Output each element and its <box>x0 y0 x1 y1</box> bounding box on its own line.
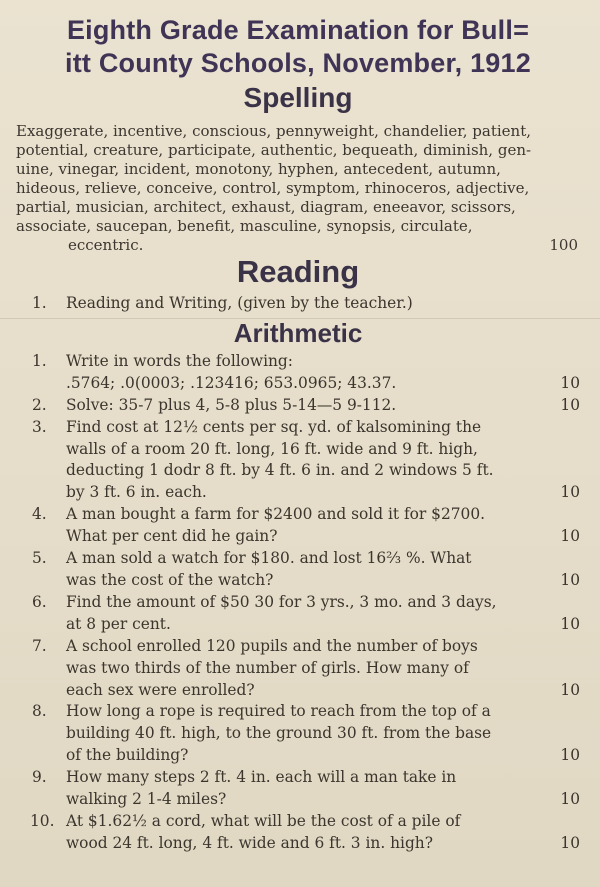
question-item <box>14 395 582 417</box>
question-text: Reading and Writing, (given by the teacher.) <box>66 294 413 312</box>
question-marks: 10 <box>560 570 580 589</box>
question-text: Solve: 35-7 plus 4, 5-8 plus 5-14—5 9-112. <box>66 395 397 414</box>
question-number: 7. <box>32 636 47 655</box>
question-text: A man bought a farm for $2400 and sold it for $2700. What per cent did he gain? <box>66 505 486 546</box>
question-marks: 10 <box>560 833 580 852</box>
question-text: Find the amount of $50 30 for 3 yrs., 3 mo. and 3 days, at 8 per cent. <box>66 592 497 633</box>
spelling-line: Exaggerate, incentive, conscious, pennyweight, chandelier, patient, <box>16 122 532 140</box>
question-item <box>14 417 582 505</box>
reading-questions <box>14 293 582 315</box>
spelling-marks: 100 <box>549 236 578 254</box>
question-item <box>14 293 582 315</box>
paper-fold-line <box>0 318 600 319</box>
spelling-line: associate, saucepan, benefit, masculine, synopsis, circulate, <box>16 217 473 235</box>
spelling-last-word: eccentric. <box>68 236 144 254</box>
question-item <box>14 701 582 767</box>
spelling-last-line <box>16 236 578 255</box>
question-number: 2. <box>32 395 47 414</box>
question-text: Write in words the following: .5764; .0(0003; .123416; 653.0965; 43.37. <box>66 351 397 392</box>
question-marks: 10 <box>560 373 580 392</box>
spelling-line: uine, vinegar, incident, monotony, hyphen, antecedent, autumn, <box>16 160 501 178</box>
question-marks: 10 <box>560 680 580 699</box>
question-number: 10. <box>30 811 55 830</box>
question-marks: 10 <box>560 527 580 546</box>
question-text: Find cost at 12½ cents per sq. yd. of kalsomining the walls of a room 20 ft. long, 16 ft. wide and 9 ft. high, deducting 1 dodr 8 ft. by 4 ft. 6 in. and 2 windows 5 ft. by 3 ft. 6 in. each. <box>66 417 494 502</box>
question-marks: 10 <box>560 790 580 809</box>
question-number: 1. <box>32 294 47 312</box>
question-text: A school enrolled 120 pupils and the number of boys was two thirds of the number of girls. How many of each sex were enrolled? <box>66 636 478 699</box>
question-text: How long a rope is required to reach from the top of a building 40 ft. high, to the ground 30 ft. from the base of the building? <box>66 702 492 765</box>
question-item <box>14 767 582 811</box>
spelling-line: potential, creature, participate, authentic, bequeath, diminish, gen- <box>16 141 532 159</box>
question-marks: 10 <box>560 746 580 765</box>
question-item <box>14 351 582 395</box>
question-item <box>14 636 582 702</box>
question-marks: 10 <box>560 614 580 633</box>
question-item <box>14 504 582 548</box>
question-item <box>14 548 582 592</box>
question-number: 4. <box>32 505 47 524</box>
arithmetic-heading: Arithmetic <box>233 317 363 348</box>
question-number: 5. <box>32 549 47 568</box>
question-number: 3. <box>32 417 47 436</box>
question-number: 1. <box>32 351 47 370</box>
spelling-heading: Spelling <box>243 82 353 113</box>
arithmetic-questions <box>14 351 582 855</box>
question-number: 9. <box>32 768 47 787</box>
question-marks: 10 <box>560 395 580 414</box>
spelling-line: partial, musician, architect, exhaust, diagram, eneeavor, scissors, <box>16 198 516 216</box>
spelling-word-list <box>16 122 578 255</box>
question-item <box>14 592 582 636</box>
question-number: 8. <box>32 702 47 721</box>
question-number: 6. <box>32 592 47 611</box>
question-item <box>14 811 582 855</box>
question-text: At $1.62½ a cord, what will be the cost of a pile of wood 24 ft. long, 4 ft. wide and 6 ft. 3 in. high? <box>66 811 461 852</box>
exam-title: Eighth Grade Examination for Bull= itt County Schools, November, 1912 <box>65 15 531 78</box>
question-text: A man sold a watch for $180. and lost 16⅔ %. What was the cost of the watch? <box>66 549 472 589</box>
question-text: How many steps 2 ft. 4 in. each will a man take in walking 2 1-4 miles? <box>66 768 457 809</box>
spelling-line: hideous, relieve, conceive, control, symptom, rhinoceros, adjective, <box>16 179 530 197</box>
question-marks: 10 <box>560 483 580 502</box>
reading-heading: Reading <box>236 254 360 289</box>
